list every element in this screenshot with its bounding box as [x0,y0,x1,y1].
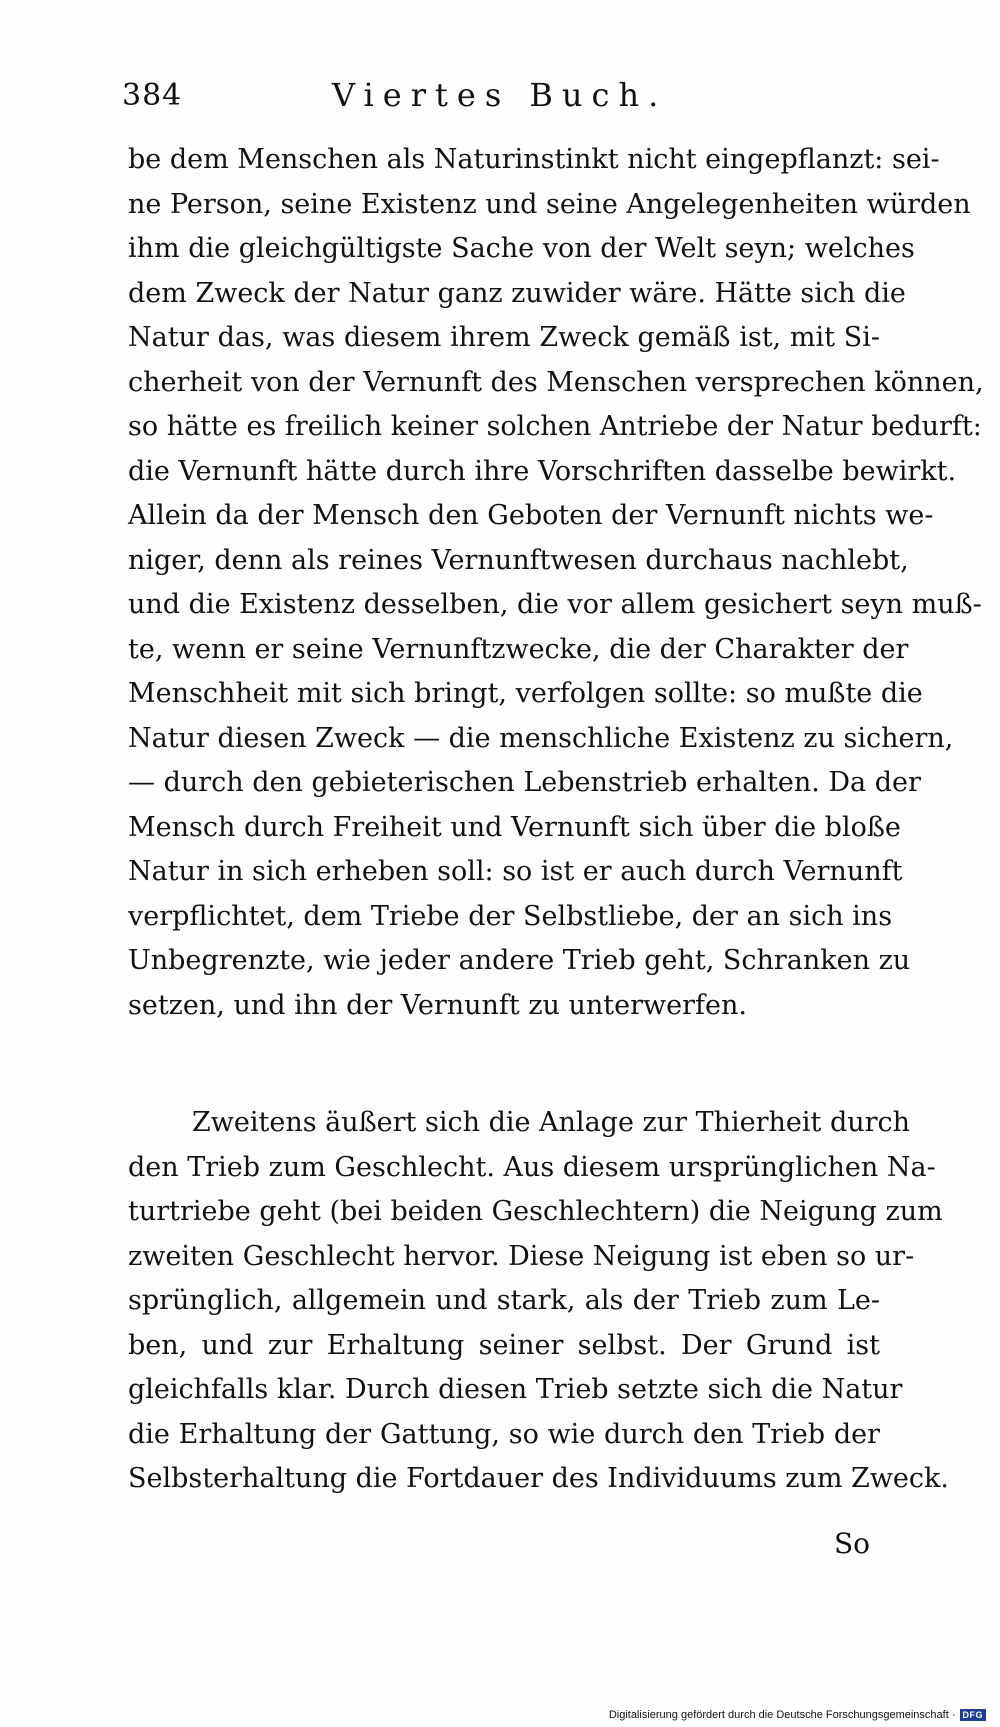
digitization-footer [609,1709,986,1721]
running-title: Viertes Buch. [332,76,668,114]
paragraph-2 [128,1101,949,1502]
text-line: niger, denn als reines Vernunftwesen durchaus nachlebt, [128,544,909,576]
text-line: dem Zweck der Natur ganz zuwider wäre. Hätte sich die [128,277,906,309]
page-number: 384 [122,78,183,113]
text-line: Allein da der Mensch den Geboten der Vernunft nichts we- [128,500,934,531]
text-line: die Erhaltung der Gattung, so wie durch den Trieb der [128,1418,880,1450]
text-line: Mensch durch Freiheit und Vernunft sich über die bloße [128,811,901,843]
text-line: so hätte es freilich keiner solchen Antriebe der Natur bedurft: [128,411,982,442]
text-line: Natur das, was diesem ihrem Zweck gemäß ist, mit Si- [128,322,880,353]
text-line: setzen, und ihn der Vernunft zu unterwerfen. [128,989,747,1021]
text-line: gleichfalls klar. Durch diesen Trieb setzte sich die Natur [128,1374,903,1405]
footer-credit: Digitalisierung gefördert durch die Deutsche Forschungsgemeinschaft · [608,1709,956,1721]
text-line: Natur in sich erheben soll: so ist er auch durch Vernunft [128,856,903,887]
text-line: — durch den gebieterischen Lebenstrieb erhalten. Da der [128,767,921,798]
catchword: So [834,1527,871,1560]
paragraph-1 [128,138,984,1028]
text-line: te, wenn er seine Vernunftzwecke, die der Charakter der [128,633,909,665]
text-line: be dem Menschen als Naturinstinkt nicht eingepflanzt: sei- [128,144,940,175]
text-line: cherheit von der Vernunft des Menschen versprechen können, [128,366,984,398]
dfg-logo: DFG [960,1709,987,1721]
text-line: Menschheit mit sich bringt, verfolgen sollte: so mußte die [128,678,923,709]
text-line: den Trieb zum Geschlecht. Aus diesem ursprünglichen Na- [128,1151,936,1183]
text-line: turtriebe geht (bei beiden Geschlechtern) die Neigung zum [128,1196,943,1227]
text-line: Zweitens äußert sich die Anlage zur Thierheit durch [192,1107,911,1138]
page-header [122,78,882,118]
text-line: zweiten Geschlecht hervor. Diese Neigung ist eben so ur- [128,1240,915,1272]
text-line: ne Person, seine Existenz und seine Angelegenheiten würden [128,188,971,220]
text-line: verpflichtet, dem Triebe der Selbstliebe, der an sich ins [128,900,893,932]
text-line: Unbegrenzte, wie jeder andere Trieb geht, Schranken zu [128,945,911,976]
text-line: ihm die gleichgültigste Sache von der Welt seyn; welches [128,233,915,264]
text-line: ben, und zur Erhaltung seiner selbst. Der Grund ist [128,1329,880,1361]
text-line: die Vernunft hätte durch ihre Vorschriften dasselbe bewirkt. [128,455,957,487]
text-line: Natur diesen Zweck — die menschliche Existenz zu sichern, [128,722,954,754]
text-line: und die Existenz desselben, die vor allem gesichert seyn muß- [128,589,982,620]
text-line: Selbsterhaltung die Fortdauer des Individuums zum Zweck. [128,1463,949,1494]
text-line: sprünglich, allgemein und stark, als der Trieb zum Le- [128,1285,880,1316]
